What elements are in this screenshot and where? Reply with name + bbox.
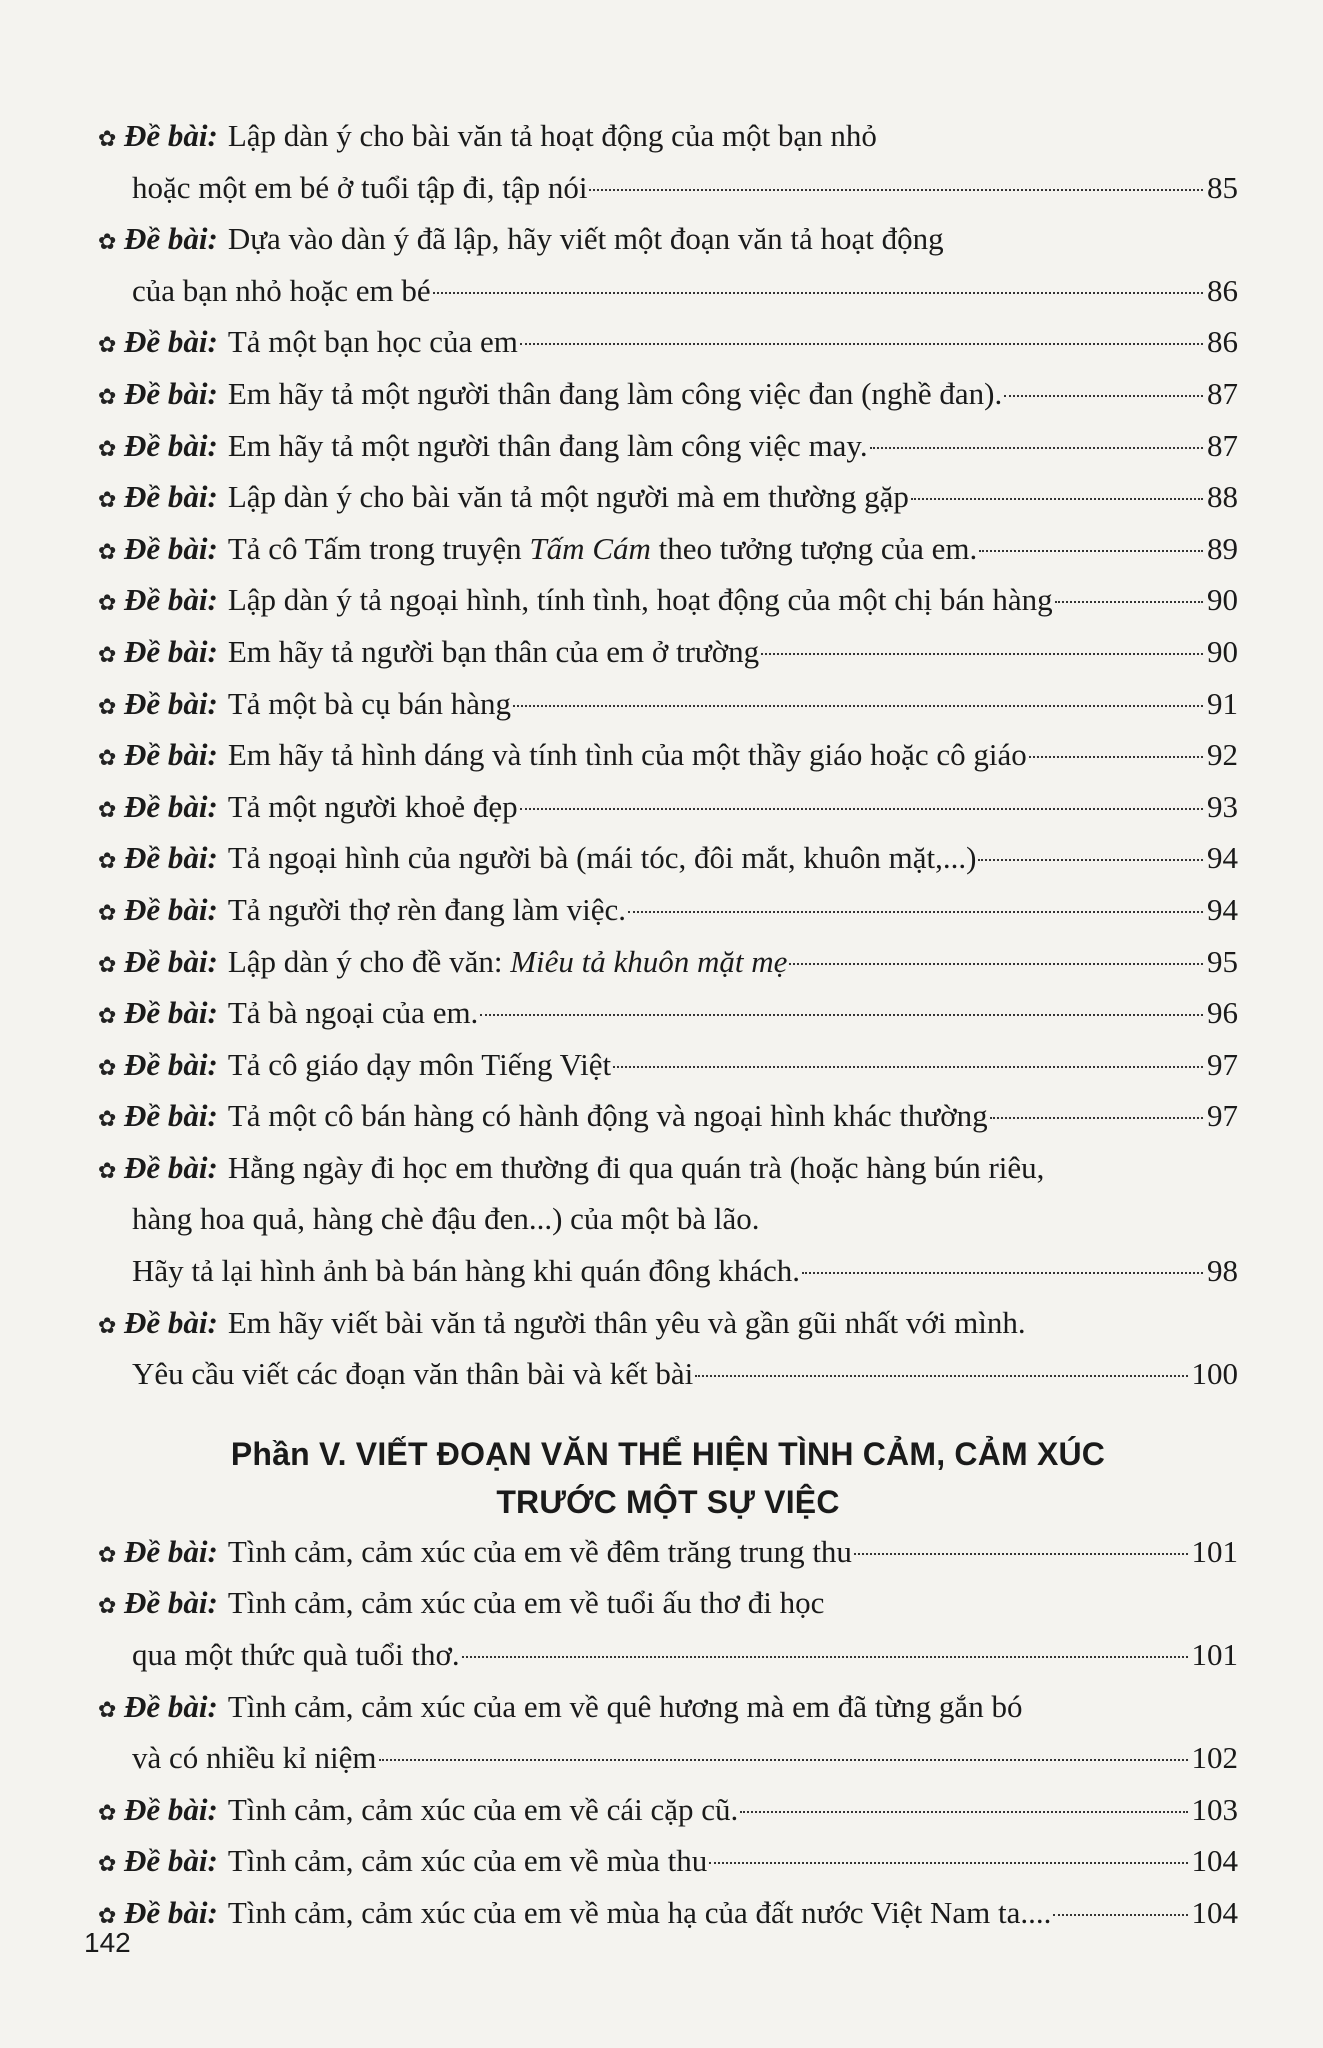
de-bai-label: Đề bài: — [124, 788, 218, 824]
section-heading-line-1: Phần V. VIẾT ĐOẠN VĂN THỂ HIỆN TÌNH CẢM, CẢM XÚC — [230, 1435, 1106, 1472]
flower-bullet-icon: ✿ — [98, 1313, 117, 1339]
toc-page-number: 88 — [1207, 479, 1238, 515]
de-bai-label: Đề bài: — [124, 582, 218, 618]
toc-page-number: 102 — [1191, 1740, 1238, 1776]
toc-entry[interactable] — [98, 316, 1238, 368]
flower-bullet-icon: ✿ — [98, 797, 117, 823]
toc-entry-title: Em hãy tả một người thân đang làm công việc may. — [227, 427, 868, 463]
toc-page-number: 104 — [1191, 1895, 1238, 1930]
toc-entry[interactable] — [98, 987, 1238, 1039]
toc-entry-title: Tả cô giáo dạy môn Tiếng Việt — [227, 1046, 612, 1082]
toc-page-number: 94 — [1207, 891, 1238, 927]
toc-entry-line — [98, 1835, 1238, 1887]
dot-leader — [761, 653, 1203, 655]
toc-entry[interactable] — [98, 678, 1238, 730]
toc-entry-title: hàng hoa quả, hàng chè đậu đen...) của một bà lão. — [132, 1201, 760, 1237]
flower-bullet-icon: ✿ — [98, 539, 117, 565]
toc-entry-line — [98, 110, 1238, 162]
toc-page-number: 100 — [1191, 1356, 1238, 1392]
toc-entry-title: Lập dàn ý cho đề văn: Miêu tả khuôn mặt mẹ — [227, 943, 788, 979]
toc-entry-line — [98, 987, 1238, 1039]
toc-page-number: 87 — [1207, 375, 1238, 411]
toc-entry[interactable] — [98, 832, 1238, 884]
toc-entry[interactable] — [98, 1784, 1238, 1836]
toc-entry-title: Tả một bạn học của em — [227, 324, 518, 360]
flower-bullet-icon: ✿ — [98, 1158, 117, 1184]
de-bai-label: Đề bài: — [124, 1895, 218, 1930]
de-bai-label: Đề bài: — [124, 1149, 218, 1185]
dot-leader — [480, 1014, 1203, 1016]
toc-page-number: 95 — [1207, 943, 1238, 979]
toc-page-number: 94 — [1207, 840, 1238, 876]
toc-entry-line — [98, 1090, 1238, 1142]
toc-entry-line — [98, 626, 1238, 678]
dot-leader — [911, 498, 1203, 500]
de-bai-label: Đề bài: — [124, 840, 218, 876]
flower-bullet-icon: ✿ — [98, 642, 117, 668]
flower-bullet-icon: ✿ — [98, 1055, 117, 1081]
dot-leader — [379, 1759, 1188, 1761]
toc-entry-title: Tả một bà cụ bán hàng — [227, 685, 512, 721]
flower-bullet-icon: ✿ — [98, 488, 117, 514]
de-bai-label: Đề bài: — [124, 427, 218, 463]
toc-entry-line — [98, 523, 1238, 575]
toc-entry-line — [98, 936, 1238, 988]
de-bai-label: Đề bài: — [124, 685, 218, 721]
toc-entry[interactable] — [98, 420, 1238, 472]
de-bai-label: Đề bài: — [124, 633, 218, 669]
toc-page-number: 98 — [1207, 1253, 1238, 1289]
dot-leader — [589, 189, 1203, 191]
toc-entry-line — [98, 420, 1238, 472]
toc-entry-title: Tình cảm, cảm xúc của em về cái cặp cũ. — [227, 1791, 739, 1827]
flower-bullet-icon: ✿ — [98, 694, 117, 720]
dot-leader — [870, 447, 1203, 449]
toc-entry-line — [98, 368, 1238, 420]
flower-bullet-icon: ✿ — [98, 849, 117, 875]
flower-bullet-icon: ✿ — [98, 1594, 117, 1620]
flower-bullet-icon: ✿ — [98, 746, 117, 772]
toc-entry-title: Tả bà ngoại của em. — [227, 995, 479, 1031]
de-bai-label: Đề bài: — [124, 1098, 218, 1134]
flower-bullet-icon: ✿ — [98, 1800, 117, 1826]
toc-entry[interactable] — [98, 1039, 1238, 1091]
dot-leader — [520, 343, 1203, 345]
toc-page-number: 93 — [1207, 788, 1238, 824]
toc-page-number: 97 — [1207, 1098, 1238, 1134]
toc-entry-title: Dựa vào dàn ý đã lập, hãy viết một đoạn văn tả hoạt động — [227, 221, 944, 257]
dot-leader — [740, 1811, 1187, 1813]
toc-entries-part-4 — [98, 110, 1238, 1400]
toc-entry-title: Tình cảm, cảm xúc của em về mùa hạ của đất nước Việt Nam ta.... — [227, 1895, 1052, 1930]
toc-entry-title: Tả ngoại hình của người bà (mái tóc, đôi mắt, khuôn mặt,...) — [227, 840, 977, 876]
flower-bullet-icon: ✿ — [98, 1107, 117, 1133]
table-of-contents — [98, 110, 1238, 1939]
toc-entry-title: Tả người thợ rèn đang làm việc. — [227, 891, 627, 927]
toc-entry-line — [98, 1732, 1238, 1784]
dot-leader — [1055, 601, 1203, 603]
toc-entry-title: Lập dàn ý tả ngoại hình, tính tình, hoạt động của một chị bán hàng — [227, 582, 1053, 618]
toc-entry-title: và có nhiều kỉ niệm — [132, 1740, 377, 1776]
toc-page-number: 90 — [1207, 582, 1238, 618]
toc-entry-line — [98, 1039, 1238, 1091]
toc-entry-line — [98, 1297, 1238, 1349]
de-bai-label: Đề bài: — [124, 479, 218, 515]
toc-entry-line — [98, 213, 1238, 265]
toc-entry-line — [98, 265, 1238, 317]
toc-entry-line — [98, 316, 1238, 368]
de-bai-label: Đề bài: — [124, 1688, 218, 1724]
flower-bullet-icon: ✿ — [98, 384, 117, 410]
flower-bullet-icon: ✿ — [98, 230, 117, 256]
toc-entry[interactable] — [98, 1090, 1238, 1142]
toc-entry-title: qua một thức quà tuổi thơ. — [132, 1637, 460, 1673]
toc-entry[interactable] — [98, 1835, 1238, 1887]
de-bai-label: Đề bài: — [124, 375, 218, 411]
de-bai-label: Đề bài: — [124, 737, 218, 773]
toc-entry-line — [98, 1681, 1238, 1733]
toc-entry[interactable] — [98, 1887, 1238, 1939]
de-bai-label: Đề bài: — [124, 1533, 218, 1569]
dot-leader — [789, 963, 1203, 965]
toc-entry-line — [98, 678, 1238, 730]
dot-leader — [1029, 756, 1203, 758]
toc-entry[interactable] — [98, 523, 1238, 575]
toc-entry[interactable] — [98, 781, 1238, 833]
de-bai-label: Đề bài: — [124, 530, 218, 566]
toc-entry-line — [98, 471, 1238, 523]
toc-page-number: 96 — [1207, 995, 1238, 1031]
toc-entry[interactable] — [98, 213, 1238, 316]
toc-page-number: 86 — [1207, 324, 1238, 360]
toc-entry-title: Em hãy tả một người thân đang làm công việc đan (nghề đan). — [227, 375, 1003, 411]
de-bai-label: Đề bài: — [124, 1791, 218, 1827]
toc-entry-line — [98, 162, 1238, 214]
dot-leader — [990, 1117, 1203, 1119]
toc-page-number: 86 — [1207, 272, 1238, 308]
toc-page-number: 87 — [1207, 427, 1238, 463]
de-bai-label: Đề bài: — [124, 221, 218, 257]
toc-entry-title: Tình cảm, cảm xúc của em về mùa thu — [227, 1843, 708, 1879]
italic-title: Miêu tả khuôn mặt mẹ — [510, 943, 788, 979]
italic-title: Tấm Cám — [529, 530, 651, 566]
toc-page-number: 103 — [1191, 1791, 1238, 1827]
toc-entry-line — [98, 1629, 1238, 1681]
toc-entry-line — [98, 729, 1238, 781]
toc-entry[interactable] — [98, 1577, 1238, 1680]
toc-entry-line — [98, 1784, 1238, 1836]
toc-entry-title: hoặc một em bé ở tuổi tập đi, tập nói — [132, 169, 588, 205]
toc-entry-title: Lập dàn ý cho bài văn tả hoạt động của một bạn nhỏ — [227, 118, 877, 153]
toc-entry[interactable] — [98, 729, 1238, 781]
toc-page-number: 101 — [1191, 1637, 1238, 1673]
flower-bullet-icon: ✿ — [98, 1852, 117, 1878]
toc-entry-line — [98, 781, 1238, 833]
toc-entry-line — [98, 832, 1238, 884]
toc-entry-line — [98, 884, 1238, 936]
toc-entry-line — [98, 1142, 1238, 1194]
toc-entry-title: Hằng ngày đi học em thường đi qua quán trà (hoặc hàng bún riêu, — [227, 1149, 1045, 1185]
toc-entry-title: Yêu cầu viết các đoạn văn thân bài và kết bài — [132, 1356, 694, 1392]
section-heading — [98, 1430, 1238, 1526]
dot-leader — [709, 1862, 1187, 1864]
toc-entry[interactable] — [98, 110, 1238, 213]
toc-entry[interactable] — [98, 884, 1238, 936]
toc-entry-line — [98, 1526, 1238, 1578]
toc-entry[interactable] — [98, 626, 1238, 678]
flower-bullet-icon: ✿ — [98, 1542, 117, 1568]
toc-entry-title: Em hãy tả người bạn thân của em ở trường — [227, 633, 760, 669]
toc-page-number: 101 — [1191, 1533, 1238, 1569]
toc-entry-title: Em hãy viết bài văn tả người thân yêu và gần gũi nhất với mình. — [227, 1304, 1026, 1340]
toc-entry[interactable] — [98, 368, 1238, 420]
de-bai-label: Đề bài: — [124, 1585, 218, 1621]
toc-page-number: 85 — [1207, 169, 1238, 205]
toc-entry-line — [98, 574, 1238, 626]
section-heading-line-2: TRƯỚC MỘT SỰ VIỆC — [496, 1483, 840, 1520]
toc-page-number: 97 — [1207, 1046, 1238, 1082]
toc-entry-title: của bạn nhỏ hoặc em bé — [132, 272, 431, 308]
dot-leader — [462, 1656, 1188, 1658]
dot-leader — [854, 1553, 1188, 1555]
dot-leader — [520, 808, 1203, 810]
toc-entry-title: Em hãy tả hình dáng và tính tình của một thầy giáo hoặc cô giáo — [227, 737, 1027, 773]
toc-page-number: 91 — [1207, 685, 1238, 721]
dot-leader — [802, 1272, 1203, 1274]
toc-entry-title: Tình cảm, cảm xúc của em về tuổi ấu thơ đi học — [227, 1585, 825, 1621]
toc-page-number: 89 — [1207, 530, 1238, 566]
flower-bullet-icon: ✿ — [98, 333, 117, 359]
page-number: 142 — [84, 1927, 131, 1958]
dot-leader — [513, 705, 1203, 707]
toc-entry-line — [98, 1193, 1238, 1245]
flower-bullet-icon: ✿ — [98, 1904, 117, 1929]
toc-page-number: 104 — [1191, 1843, 1238, 1879]
flower-bullet-icon: ✿ — [98, 591, 117, 617]
dot-leader — [613, 1066, 1203, 1068]
toc-entry-title: Tình cảm, cảm xúc của em về quê hương mà em đã từng gắn bó — [227, 1688, 1023, 1724]
toc-entry-title: Tả một cô bán hàng có hành động và ngoại hình khác thường — [227, 1098, 988, 1134]
toc-entry[interactable] — [98, 471, 1238, 523]
flower-bullet-icon: ✿ — [98, 1697, 117, 1723]
toc-page-number: 92 — [1207, 737, 1238, 773]
toc-entry-line — [98, 1348, 1238, 1400]
de-bai-label: Đề bài: — [124, 891, 218, 927]
toc-entry-line — [98, 1887, 1238, 1939]
toc-entry-line — [98, 1577, 1238, 1629]
dot-leader — [433, 292, 1203, 294]
toc-entry[interactable] — [98, 936, 1238, 988]
dot-leader — [978, 859, 1203, 861]
de-bai-label: Đề bài: — [124, 1304, 218, 1340]
toc-entry[interactable] — [98, 1681, 1238, 1784]
toc-entry[interactable] — [98, 574, 1238, 626]
dot-leader — [1053, 1914, 1187, 1916]
flower-bullet-icon: ✿ — [98, 436, 117, 462]
dot-leader — [1004, 395, 1203, 397]
toc-entries-part-5 — [98, 1526, 1238, 1939]
de-bai-label: Đề bài: — [124, 1046, 218, 1082]
dot-leader — [695, 1375, 1187, 1377]
de-bai-label: Đề bài: — [124, 324, 218, 360]
toc-page-number: 90 — [1207, 633, 1238, 669]
toc-entry-line — [98, 1245, 1238, 1297]
toc-entry-title: Hãy tả lại hình ảnh bà bán hàng khi quán đông khách. — [132, 1253, 801, 1289]
toc-entry[interactable] — [98, 1297, 1238, 1400]
dot-leader — [979, 550, 1203, 552]
toc-entry[interactable] — [98, 1142, 1238, 1297]
flower-bullet-icon: ✿ — [98, 952, 117, 978]
flower-bullet-icon: ✿ — [98, 127, 117, 152]
toc-entry-title: Tình cảm, cảm xúc của em về đêm trăng trung thu — [227, 1533, 852, 1569]
de-bai-label: Đề bài: — [124, 943, 218, 979]
toc-entry-title: Tả cô Tấm trong truyện Tấm Cám theo tưởng tượng của em. — [227, 530, 978, 566]
dot-leader — [628, 911, 1203, 913]
toc-entry[interactable] — [98, 1526, 1238, 1578]
flower-bullet-icon: ✿ — [98, 1004, 117, 1030]
toc-entry-title: Lập dàn ý cho bài văn tả một người mà em thường gặp — [227, 479, 909, 515]
de-bai-label: Đề bài: — [124, 1843, 218, 1879]
toc-entry-title: Tả một người khoẻ đẹp — [227, 788, 518, 824]
de-bai-label: Đề bài: — [124, 995, 218, 1031]
flower-bullet-icon: ✿ — [98, 900, 117, 926]
de-bai-label: Đề bài: — [124, 118, 218, 153]
